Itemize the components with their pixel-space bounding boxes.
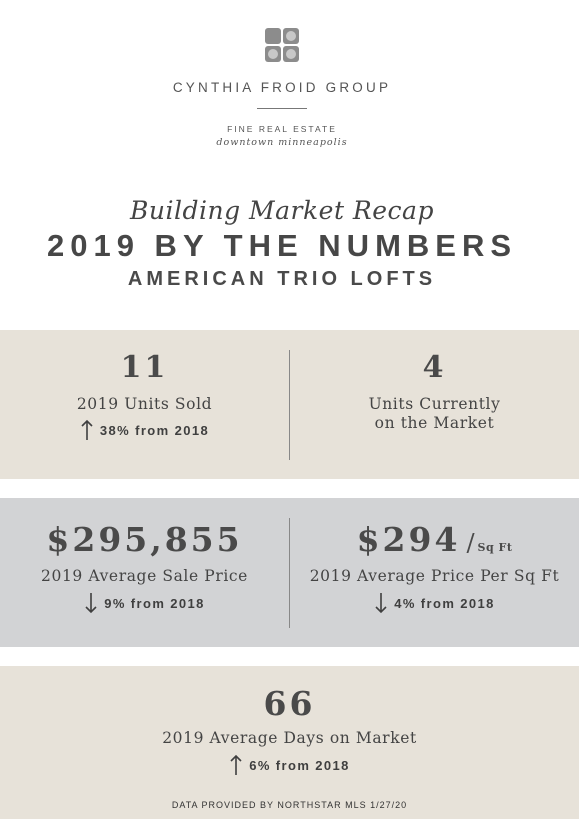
firm-subtitle: FINE REAL ESTATE	[227, 124, 337, 134]
script-title: Building Market Recap	[130, 196, 434, 225]
avg-sale-price-value: $295,855	[46, 520, 243, 559]
avg-sale-price-label: 2019 Average Sale Price	[41, 567, 248, 585]
avg-price-per-sqft-value: $294	[356, 520, 461, 559]
units-sold-label: 2019 Units Sold	[76, 395, 213, 413]
firm-location: downtown minneapolis	[216, 137, 348, 148]
brand-logo-icon	[265, 28, 299, 62]
header-divider	[257, 108, 307, 109]
units-on-market-stat	[290, 350, 579, 433]
units-sold-change	[80, 419, 209, 441]
avg-sale-price-stat	[0, 520, 289, 619]
page-title: 2019 BY THE NUMBERS	[46, 228, 518, 263]
days-on-market-band	[0, 666, 579, 819]
avg-days-on-market-change	[229, 754, 350, 776]
arrow-down-icon	[374, 592, 388, 614]
units-on-market-value: 4	[422, 350, 447, 385]
data-source-note: DATA PROVIDED BY NORTHSTAR MLS 1/27/20	[171, 800, 408, 810]
avg-sale-price-change	[84, 592, 205, 614]
logo-square-dot-icon	[283, 28, 299, 44]
arrow-up-icon	[229, 754, 243, 776]
avg-sale-price-change-text: 9% from 2018	[104, 595, 205, 611]
price-stats-band	[0, 498, 579, 647]
units-sold-value: 11	[120, 350, 169, 385]
firm-name: CYNTHIA FROID GROUP	[172, 80, 392, 95]
logo-square-dot-icon	[265, 46, 281, 62]
arrow-down-icon	[84, 592, 98, 614]
avg-days-on-market-change-text: 6% from 2018	[249, 757, 350, 773]
avg-price-per-sqft-label: 2019 Average Price Per Sq Ft	[309, 567, 560, 585]
units-stats-band	[0, 330, 579, 479]
building-name: AMERICAN TRIO LOFTS	[127, 268, 437, 290]
avg-days-on-market-label: 2019 Average Days on Market	[162, 729, 417, 747]
avg-days-on-market-stat	[0, 684, 579, 781]
units-on-market-label-line1: Units Currently	[368, 395, 501, 413]
units-sold-stat	[0, 350, 289, 446]
avg-price-per-sqft-change	[374, 592, 495, 614]
logo-square-dot-icon	[283, 46, 299, 62]
avg-price-per-sqft-heading	[290, 520, 579, 559]
avg-price-per-sqft-unit: Sq Ft	[477, 541, 513, 554]
arrow-up-icon	[80, 419, 94, 441]
logo-square-icon	[265, 28, 281, 44]
per-slash: /	[466, 529, 475, 557]
avg-days-on-market-value: 66	[263, 684, 316, 723]
units-sold-change-text: 38% from 2018	[99, 422, 210, 438]
avg-price-per-sqft-stat	[290, 520, 579, 619]
units-on-market-label-line2: on the Market	[374, 414, 495, 432]
avg-price-per-sqft-change-text: 4% from 2018	[394, 595, 495, 611]
